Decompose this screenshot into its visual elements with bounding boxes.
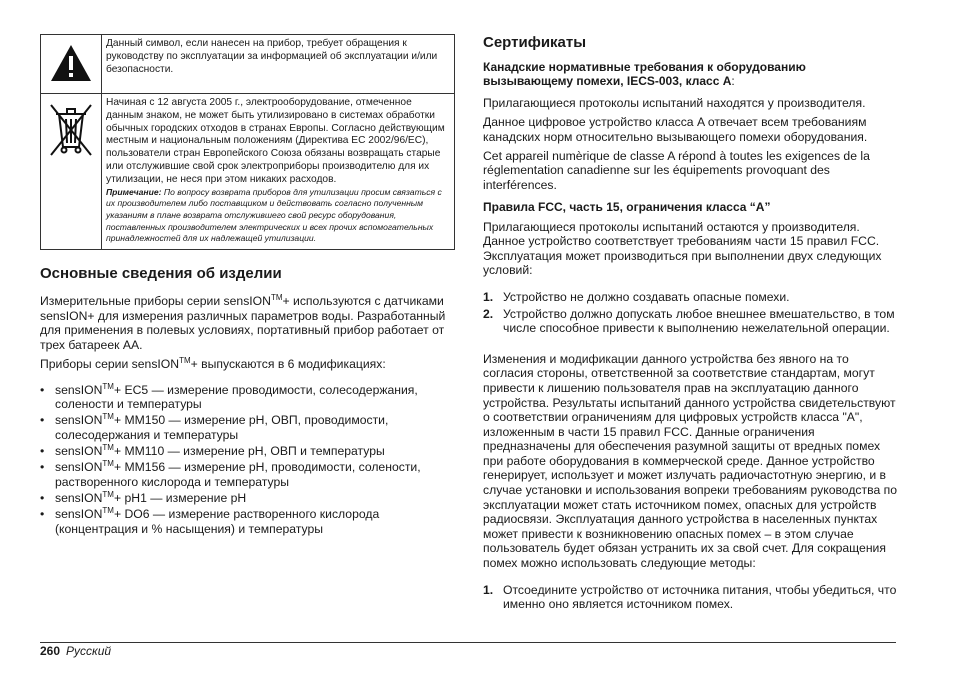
table-row — [41, 94, 455, 250]
fcc-paragraph: Прилагающиеся протоколы испытаний остаются у производителя. Данное устройство соответствует требованиям части 15 правил FCC. Эксплуатация может производиться при выполнении двух следующих условий: — [483, 219, 882, 278]
list-item: 1. Устройство не должно создавать опасные помехи. — [483, 289, 790, 304]
warning-symbol-description: Данный символ, если нанесен на прибор, требует обращения к руководству по эксплуатации за информацией об эксплуатации и/или безопасности. — [106, 38, 438, 75]
table-row — [41, 35, 455, 94]
product-overview-heading: Основные сведения об изделии — [40, 265, 282, 283]
note-text: По вопросу возврата приборов для утилизации просим связаться с их производителем либо поставщиком и действовать согласно полученным указаниям в плане возврата отслужившего свой ресурс оборудования, поставленных производителем электрических и всех прочих вспомогательных принадлежностей для их надлежащей утилизации. — [106, 186, 442, 244]
note-label: Примечание: — [106, 186, 162, 197]
list-item: 2. Устройство должно допускать любое внешнее вмешательство, в том числе способное привести к выполнению нежелательной операции. — [483, 306, 895, 336]
canadian-requirements-subheading: Канадские нормативные требования к оборудованию вызывающему помехи, IECS-003, класс A: — [483, 60, 806, 88]
table-cell — [102, 94, 455, 250]
product-overview-paragraph: Измерительные приборы серии sensION™+ используются с датчиками sensION+ для измерения различных параметров воды. Разработанный для применения в полевых условиях, портативный прибор работает от трех батареек AA. — [40, 293, 446, 352]
fcc-conditions-list — [483, 290, 897, 336]
left-column — [40, 34, 455, 538]
disposal-note — [106, 187, 450, 246]
fcc-rules-subheading: Правила FCC, часть 15, ограничения класса “A” — [483, 199, 771, 214]
footer-language: Русский — [66, 644, 112, 658]
page-number: 260 — [40, 644, 61, 658]
list-item: • sensION™+ pH1 — измерение pH — [40, 491, 455, 506]
french-compliance-paragraph: Cet appareil numèrique de classe A répond à toutes les exigences de la réglementation canadienne sur les équipements provoquant des interférences. — [483, 148, 870, 192]
warning-triangle-icon — [49, 43, 93, 83]
test-reports-paragraph: Прилагающиеся протоколы испытаний находятся у производителя. — [483, 96, 866, 110]
interference-methods-list — [483, 583, 897, 612]
footer-divider — [40, 642, 896, 643]
safety-symbols-table — [40, 34, 455, 250]
right-column — [483, 34, 897, 614]
models-list — [40, 383, 455, 537]
certificates-heading: Сертификаты — [483, 34, 587, 51]
list-item: • sensION™+ MM110 — измерение pH, ОВП и температуры — [40, 444, 455, 459]
list-item: • sensION™+ EC5 — измерение проводимости, солесодержания, солености и температуры — [40, 383, 455, 412]
table-cell — [102, 35, 455, 94]
list-item: • sensION™+ MM156 — измерение pH, проводимости, солености, растворенного кислорода и температуры — [40, 460, 455, 489]
list-item: 1. Отсоедините устройство от источника питания, чтобы убедиться, что именно оно является источником помех. — [483, 582, 897, 612]
list-item: • sensION™+ MM150 — измерение pH, ОВП, проводимости, солесодержания и температуры — [40, 413, 455, 442]
fcc-modifications-paragraph: Изменения и модификации данного устройства без явного на то согласия стороны, ответственной за соответствие стандартам, могут привести к лишению пользователя прав на эксплуатацию данного устройства. Результаты испытаний данного устройства свидетельствуют о соответствии ограничениям для цифровых устройств класса "A", изложенным в части 15 правил FCC. Данные ограничения предназначены для обеспечения разумной защиты от вредных помех при работе оборудования в коммерческой среде. Данное устройство генерирует, использует и может излучать радиочастотную энергию, и в случае установки и использования вопреки требованиям руководства по эксплуатации может стать источником помех, опасных для устройств радиосвязи. Эксплуатация данного устройства в населенных пунктах может привести к возникновению опасных помех – в этом случае пользователь будет обязан устранить их за свой счет. Для сокращения помех можно использовать следующие методы: — [483, 351, 897, 571]
crossed-bin-icon — [48, 101, 94, 157]
disposal-symbol-description: Начиная с 12 августа 2005 г., электрооборудование, отмеченное данным знаком, не может быть утилизировано в системах обработки обычных городских отходов в странах Европы. Согласно действующим местным и национальным положениям (Директива ЕС 2002/96/EC), пользователи стран Европейского Союза обязаны возвращать старые или отслужившие свой срок электроприборы производителю для их утилизации, не неся при этом никаких расходов. — [106, 97, 445, 185]
page-footer — [40, 644, 111, 658]
list-item: • sensION™+ DO6 — измерение растворенного кислорода (концентрация и % насыщения) и температуры — [40, 507, 455, 536]
canadian-compliance-paragraph: Данное цифровое устройство класса A отвечает всем требованиям канадских норм относительно вызывающего помехи оборудования. — [483, 115, 868, 144]
models-intro-paragraph: Приборы серии sensION™+ выпускаются в 6 модификациях: — [40, 355, 386, 371]
